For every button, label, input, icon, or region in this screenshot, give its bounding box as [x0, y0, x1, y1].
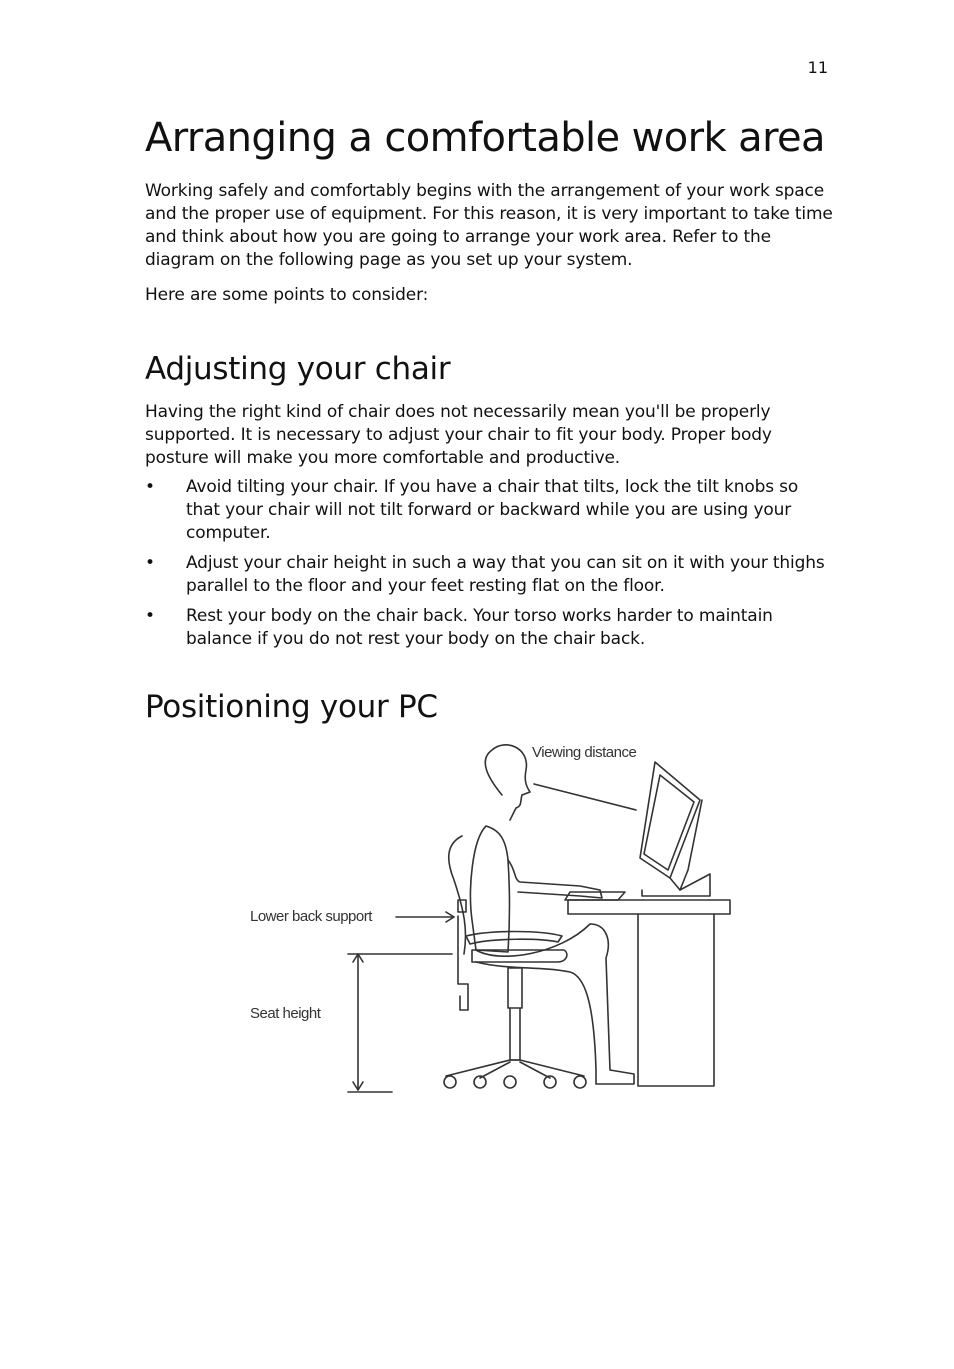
page-number: 11 [807, 58, 828, 77]
bullet-icon: • [145, 606, 155, 626]
list-item [145, 476, 835, 545]
chair-heading: Adjusting your chair [145, 351, 451, 387]
bullet-icon: • [145, 477, 155, 497]
lower-back-support-label: Lower back support [250, 908, 372, 925]
chair-intro: Having the right kind of chair does not necessarily mean you'll be properly supported. It is necessary to adjust your chair to fit your body. Proper body posture will make you more comfortable and productive. [145, 402, 772, 468]
bullet-text: Adjust your chair height in such a way that you can sit on it with your thighs parallel to the floor and your feet resting flat on the floor. [186, 553, 825, 596]
page-content [145, 112, 835, 727]
bullet-text: Avoid tilting your chair. If you have a chair that tilts, lock the tilt knobs so that your chair will not tilt forward or backward while you are using your computer. [186, 477, 799, 543]
pc-heading: Positioning your PC [145, 689, 438, 725]
points-intro: Here are some points to consider: [145, 285, 429, 305]
page-title: Arranging a comfortable work area [145, 115, 825, 161]
intro-paragraph: Working safely and comfortably begins with the arrangement of your work space and the proper use of equipment. For this reason, it is very important to take time and think about how you are going to arrange your work area. Refer to the diagram on the following page as you set up your system. [145, 181, 833, 270]
list-item [145, 605, 835, 651]
list-item [145, 552, 835, 598]
bullet-icon: • [145, 553, 155, 573]
ergonomic-diagram [240, 740, 740, 1100]
bullet-text: Rest your body on the chair back. Your torso works harder to maintain balance if you do not rest your body on the chair back. [186, 606, 773, 649]
chair-bullet-list [145, 476, 835, 651]
seat-height-label: Seat height [250, 1005, 321, 1022]
viewing-distance-label: Viewing distance [532, 744, 637, 761]
